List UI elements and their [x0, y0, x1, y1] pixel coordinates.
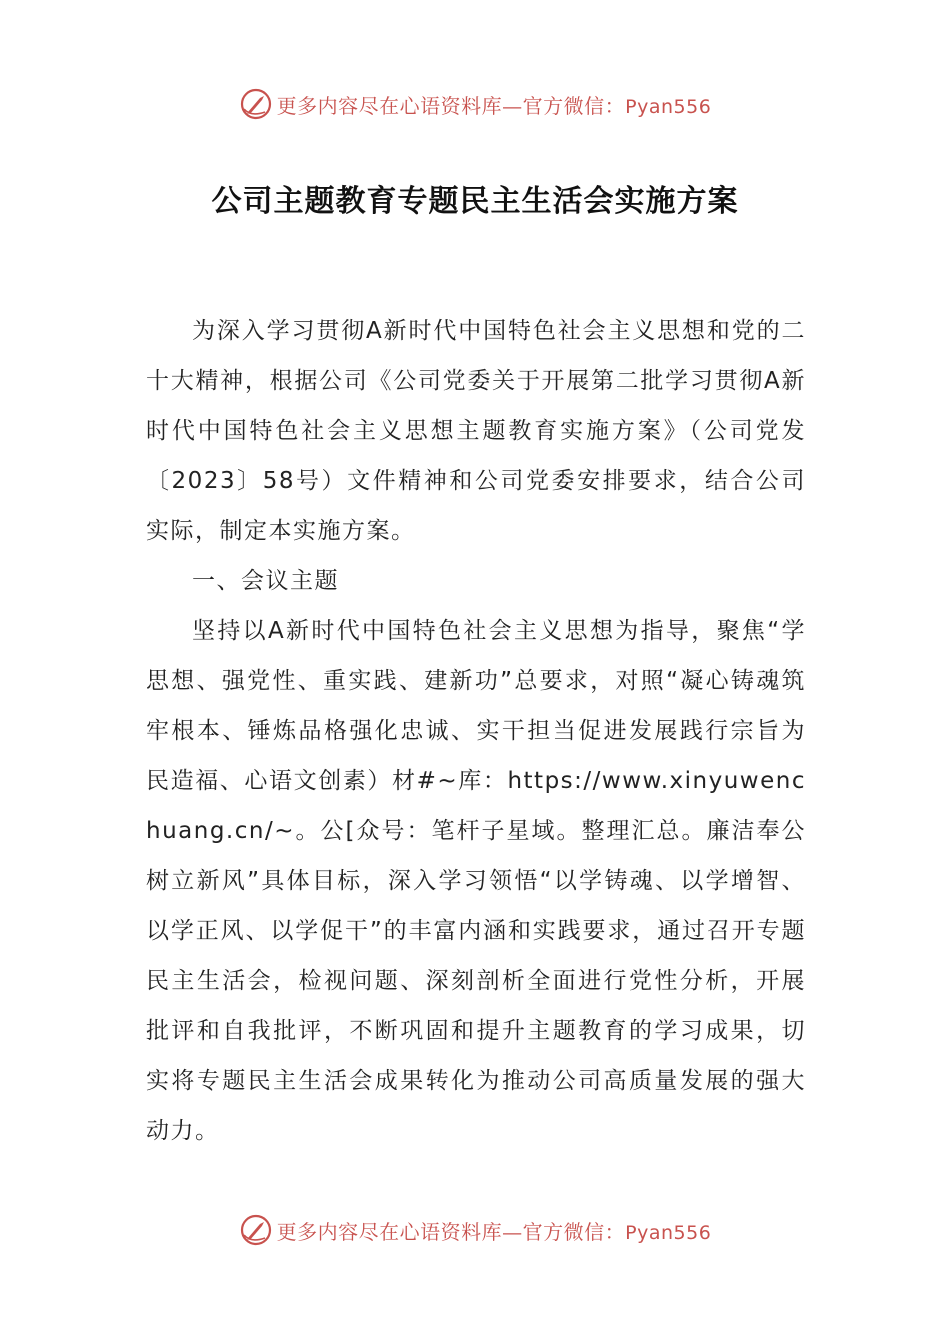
paragraph-intro: 为深入学习贯彻A新时代中国特色社会主义思想和党的二十大精神，根据公司《公司党委关于开展第二批学习贯彻A新时代中国特色社会主义思想主题教育实施方案》（公司党发〔2023〕58号）文件精神和公司党委安排要求，结合公司实际，制定本实施方案。	[146, 318, 806, 544]
pen-nib-logo-icon	[239, 87, 273, 121]
document-body	[146, 306, 806, 1156]
document-title: 公司主题教育专题民主生活会实施方案	[211, 184, 739, 219]
header-wechat-id: Pyan556	[625, 95, 712, 118]
footer-banner	[0, 1210, 950, 1250]
footer-wechat-id: Pyan556	[625, 1221, 712, 1244]
section-heading-meeting-theme: 一、会议主题	[192, 568, 339, 594]
pen-nib-logo-icon	[239, 1213, 273, 1247]
paragraph-theme-content: 坚持以A新时代中国特色社会主义思想为指导，聚焦“学思想、强党性、重实践、建新功”总要求，对照“凝心铸魂筑牢根本、锤炼品格强化忠诚、实干担当促进发展践行宗旨为民造福、心语文创素）材#~库：https://www.xinyuwenchuang.cn/~。公[众号：笔杆子星域。整理汇总。廉洁奉公树立新风”具体目标，深入学习领悟“以学铸魂、以学增智、以学正风、以学促干”的丰富内涵和实践要求，通过召开专题民主生活会，检视问题、深刻剖析全面进行党性分析，开展批评和自我批评，不断巩固和提升主题教育的学习成果，切实将专题民主生活会成果转化为推动公司高质量发展的强大动力。	[146, 618, 806, 1144]
header-banner	[0, 84, 950, 124]
header-banner-text: 更多内容尽在心语资料库—官方微信：Pyan556	[276, 93, 712, 118]
footer-banner-text: 更多内容尽在心语资料库—官方微信：Pyan556	[276, 1219, 712, 1244]
